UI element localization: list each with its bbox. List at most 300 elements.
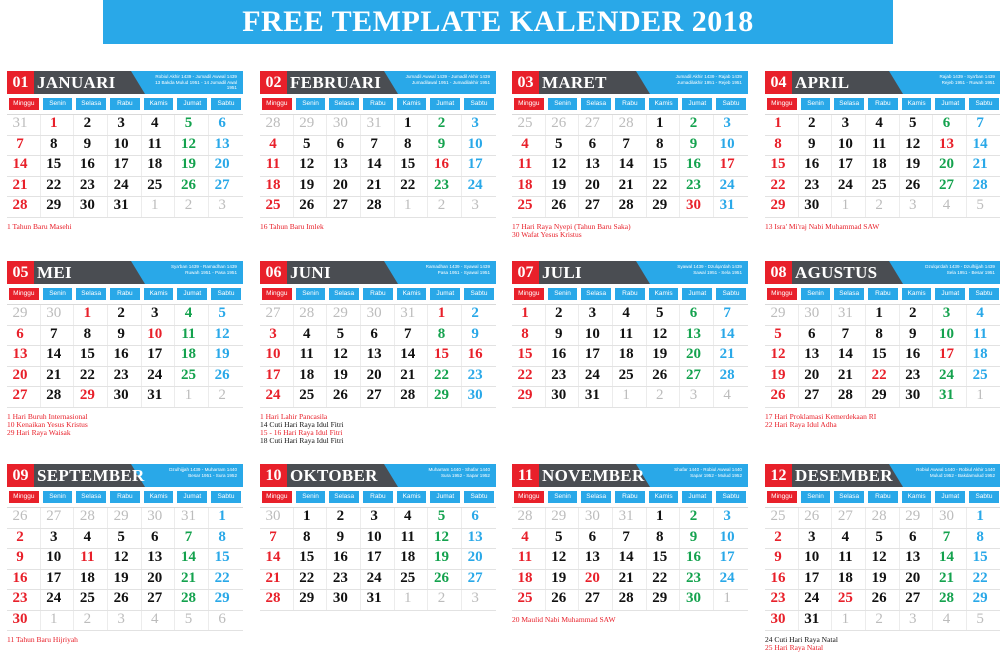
date-cell[interactable]: [142, 305, 176, 325]
date-cell[interactable]: [142, 115, 176, 135]
date-cell[interactable]: [933, 367, 967, 387]
date-cell[interactable]: [108, 346, 142, 366]
date-cell[interactable]: [74, 590, 108, 610]
date-cell[interactable]: [41, 590, 75, 610]
date-cell[interactable]: [866, 115, 900, 135]
date-cell[interactable]: [866, 197, 900, 217]
date-cell[interactable]: [428, 529, 462, 549]
date-cell[interactable]: [647, 387, 681, 407]
date-cell[interactable]: [933, 590, 967, 610]
date-cell[interactable]: [7, 611, 41, 631]
date-cell[interactable]: [209, 346, 243, 366]
date-cell[interactable]: [933, 549, 967, 569]
date-cell[interactable]: [294, 326, 328, 346]
date-cell[interactable]: [799, 590, 833, 610]
date-cell[interactable]: [765, 177, 799, 197]
date-cell[interactable]: [799, 549, 833, 569]
date-cell[interactable]: [866, 570, 900, 590]
date-cell[interactable]: [546, 326, 580, 346]
date-cell[interactable]: [647, 115, 681, 135]
date-cell[interactable]: [579, 177, 613, 197]
date-cell[interactable]: [765, 570, 799, 590]
date-cell[interactable]: [799, 136, 833, 156]
date-cell[interactable]: [579, 197, 613, 217]
date-cell[interactable]: [260, 570, 294, 590]
date-cell[interactable]: [866, 611, 900, 631]
date-cell[interactable]: [680, 326, 714, 346]
date-cell[interactable]: [799, 197, 833, 217]
date-cell[interactable]: [7, 529, 41, 549]
date-cell[interactable]: [7, 136, 41, 156]
date-cell[interactable]: [714, 115, 748, 135]
date-cell[interactable]: [512, 367, 546, 387]
date-cell[interactable]: [933, 570, 967, 590]
date-cell[interactable]: [933, 611, 967, 631]
date-cell[interactable]: [294, 367, 328, 387]
date-cell[interactable]: [7, 177, 41, 197]
date-cell[interactable]: [613, 590, 647, 610]
date-cell[interactable]: [294, 590, 328, 610]
date-cell[interactable]: [866, 326, 900, 346]
date-cell[interactable]: [900, 387, 934, 407]
date-cell[interactable]: [327, 590, 361, 610]
date-cell[interactable]: [967, 387, 1000, 407]
date-cell[interactable]: [933, 387, 967, 407]
date-cell[interactable]: [680, 346, 714, 366]
date-cell[interactable]: [260, 177, 294, 197]
date-cell[interactable]: [294, 529, 328, 549]
date-cell[interactable]: [74, 115, 108, 135]
date-cell[interactable]: [933, 136, 967, 156]
date-cell[interactable]: [209, 529, 243, 549]
date-cell[interactable]: [714, 136, 748, 156]
date-cell[interactable]: [512, 549, 546, 569]
date-cell[interactable]: [832, 367, 866, 387]
date-cell[interactable]: [512, 508, 546, 528]
date-cell[interactable]: [765, 115, 799, 135]
date-cell[interactable]: [866, 529, 900, 549]
date-cell[interactable]: [512, 305, 546, 325]
date-cell[interactable]: [7, 115, 41, 135]
date-cell[interactable]: [108, 305, 142, 325]
date-cell[interactable]: [933, 508, 967, 528]
date-cell[interactable]: [866, 346, 900, 366]
date-cell[interactable]: [613, 367, 647, 387]
date-cell[interactable]: [613, 549, 647, 569]
date-cell[interactable]: [327, 387, 361, 407]
date-cell[interactable]: [900, 590, 934, 610]
date-cell[interactable]: [294, 508, 328, 528]
date-cell[interactable]: [832, 136, 866, 156]
date-cell[interactable]: [680, 590, 714, 610]
date-cell[interactable]: [832, 549, 866, 569]
date-cell[interactable]: [900, 508, 934, 528]
date-cell[interactable]: [579, 387, 613, 407]
date-cell[interactable]: [832, 156, 866, 176]
date-cell[interactable]: [175, 529, 209, 549]
date-cell[interactable]: [579, 570, 613, 590]
date-cell[interactable]: [546, 305, 580, 325]
date-cell[interactable]: [209, 570, 243, 590]
date-cell[interactable]: [41, 611, 75, 631]
date-cell[interactable]: [967, 570, 1000, 590]
date-cell[interactable]: [900, 156, 934, 176]
date-cell[interactable]: [74, 570, 108, 590]
date-cell[interactable]: [260, 346, 294, 366]
date-cell[interactable]: [108, 156, 142, 176]
date-cell[interactable]: [260, 136, 294, 156]
date-cell[interactable]: [260, 387, 294, 407]
date-cell[interactable]: [579, 115, 613, 135]
date-cell[interactable]: [361, 508, 395, 528]
date-cell[interactable]: [361, 177, 395, 197]
date-cell[interactable]: [799, 529, 833, 549]
date-cell[interactable]: [260, 305, 294, 325]
date-cell[interactable]: [799, 346, 833, 366]
date-cell[interactable]: [579, 367, 613, 387]
date-cell[interactable]: [866, 305, 900, 325]
date-cell[interactable]: [967, 305, 1000, 325]
date-cell[interactable]: [327, 136, 361, 156]
date-cell[interactable]: [209, 197, 243, 217]
date-cell[interactable]: [361, 136, 395, 156]
date-cell[interactable]: [142, 508, 176, 528]
date-cell[interactable]: [361, 197, 395, 217]
date-cell[interactable]: [142, 549, 176, 569]
date-cell[interactable]: [7, 508, 41, 528]
date-cell[interactable]: [832, 326, 866, 346]
date-cell[interactable]: [512, 197, 546, 217]
date-cell[interactable]: [799, 367, 833, 387]
date-cell[interactable]: [361, 549, 395, 569]
date-cell[interactable]: [395, 156, 429, 176]
date-cell[interactable]: [462, 177, 496, 197]
date-cell[interactable]: [260, 529, 294, 549]
date-cell[interactable]: [7, 570, 41, 590]
date-cell[interactable]: [209, 305, 243, 325]
date-cell[interactable]: [142, 177, 176, 197]
date-cell[interactable]: [142, 346, 176, 366]
date-cell[interactable]: [260, 326, 294, 346]
date-cell[interactable]: [327, 367, 361, 387]
date-cell[interactable]: [108, 197, 142, 217]
date-cell[interactable]: [361, 305, 395, 325]
date-cell[interactable]: [967, 367, 1000, 387]
date-cell[interactable]: [680, 115, 714, 135]
date-cell[interactable]: [647, 326, 681, 346]
date-cell[interactable]: [41, 115, 75, 135]
date-cell[interactable]: [462, 326, 496, 346]
date-cell[interactable]: [175, 115, 209, 135]
date-cell[interactable]: [900, 346, 934, 366]
date-cell[interactable]: [714, 529, 748, 549]
date-cell[interactable]: [613, 387, 647, 407]
date-cell[interactable]: [462, 508, 496, 528]
date-cell[interactable]: [294, 197, 328, 217]
date-cell[interactable]: [327, 346, 361, 366]
date-cell[interactable]: [546, 570, 580, 590]
date-cell[interactable]: [967, 611, 1000, 631]
date-cell[interactable]: [512, 136, 546, 156]
date-cell[interactable]: [579, 136, 613, 156]
date-cell[interactable]: [933, 177, 967, 197]
date-cell[interactable]: [74, 156, 108, 176]
date-cell[interactable]: [647, 136, 681, 156]
date-cell[interactable]: [209, 115, 243, 135]
date-cell[interactable]: [647, 305, 681, 325]
date-cell[interactable]: [108, 590, 142, 610]
date-cell[interactable]: [462, 305, 496, 325]
date-cell[interactable]: [900, 115, 934, 135]
date-cell[interactable]: [680, 136, 714, 156]
date-cell[interactable]: [209, 367, 243, 387]
date-cell[interactable]: [175, 346, 209, 366]
date-cell[interactable]: [108, 367, 142, 387]
date-cell[interactable]: [462, 367, 496, 387]
date-cell[interactable]: [832, 570, 866, 590]
date-cell[interactable]: [714, 367, 748, 387]
date-cell[interactable]: [900, 367, 934, 387]
date-cell[interactable]: [294, 136, 328, 156]
date-cell[interactable]: [142, 590, 176, 610]
date-cell[interactable]: [933, 346, 967, 366]
date-cell[interactable]: [428, 549, 462, 569]
date-cell[interactable]: [647, 177, 681, 197]
date-cell[interactable]: [41, 305, 75, 325]
date-cell[interactable]: [647, 570, 681, 590]
date-cell[interactable]: [546, 136, 580, 156]
date-cell[interactable]: [799, 387, 833, 407]
date-cell[interactable]: [395, 136, 429, 156]
date-cell[interactable]: [327, 326, 361, 346]
date-cell[interactable]: [41, 549, 75, 569]
date-cell[interactable]: [462, 136, 496, 156]
date-cell[interactable]: [765, 611, 799, 631]
date-cell[interactable]: [613, 305, 647, 325]
date-cell[interactable]: [680, 570, 714, 590]
date-cell[interactable]: [680, 197, 714, 217]
date-cell[interactable]: [765, 156, 799, 176]
date-cell[interactable]: [395, 177, 429, 197]
date-cell[interactable]: [967, 590, 1000, 610]
date-cell[interactable]: [74, 508, 108, 528]
date-cell[interactable]: [579, 508, 613, 528]
date-cell[interactable]: [647, 367, 681, 387]
date-cell[interactable]: [546, 346, 580, 366]
date-cell[interactable]: [395, 115, 429, 135]
date-cell[interactable]: [832, 305, 866, 325]
date-cell[interactable]: [647, 549, 681, 569]
date-cell[interactable]: [74, 177, 108, 197]
date-cell[interactable]: [395, 197, 429, 217]
date-cell[interactable]: [799, 570, 833, 590]
date-cell[interactable]: [175, 197, 209, 217]
date-cell[interactable]: [765, 529, 799, 549]
date-cell[interactable]: [395, 387, 429, 407]
date-cell[interactable]: [714, 177, 748, 197]
date-cell[interactable]: [361, 156, 395, 176]
date-cell[interactable]: [175, 305, 209, 325]
date-cell[interactable]: [613, 326, 647, 346]
date-cell[interactable]: [361, 387, 395, 407]
date-cell[interactable]: [7, 367, 41, 387]
date-cell[interactable]: [209, 156, 243, 176]
date-cell[interactable]: [765, 326, 799, 346]
date-cell[interactable]: [209, 177, 243, 197]
date-cell[interactable]: [546, 177, 580, 197]
date-cell[interactable]: [546, 197, 580, 217]
date-cell[interactable]: [714, 549, 748, 569]
date-cell[interactable]: [41, 387, 75, 407]
date-cell[interactable]: [361, 570, 395, 590]
date-cell[interactable]: [462, 387, 496, 407]
date-cell[interactable]: [175, 508, 209, 528]
date-cell[interactable]: [74, 197, 108, 217]
date-cell[interactable]: [462, 346, 496, 366]
date-cell[interactable]: [428, 305, 462, 325]
date-cell[interactable]: [41, 346, 75, 366]
date-cell[interactable]: [395, 549, 429, 569]
date-cell[interactable]: [546, 549, 580, 569]
date-cell[interactable]: [832, 387, 866, 407]
date-cell[interactable]: [512, 156, 546, 176]
date-cell[interactable]: [142, 611, 176, 631]
date-cell[interactable]: [175, 367, 209, 387]
date-cell[interactable]: [866, 156, 900, 176]
date-cell[interactable]: [799, 177, 833, 197]
date-cell[interactable]: [680, 177, 714, 197]
date-cell[interactable]: [108, 387, 142, 407]
date-cell[interactable]: [714, 346, 748, 366]
date-cell[interactable]: [428, 136, 462, 156]
date-cell[interactable]: [765, 197, 799, 217]
date-cell[interactable]: [714, 387, 748, 407]
date-cell[interactable]: [294, 177, 328, 197]
date-cell[interactable]: [108, 115, 142, 135]
date-cell[interactable]: [108, 508, 142, 528]
date-cell[interactable]: [462, 549, 496, 569]
date-cell[interactable]: [108, 177, 142, 197]
date-cell[interactable]: [108, 136, 142, 156]
date-cell[interactable]: [647, 197, 681, 217]
date-cell[interactable]: [967, 326, 1000, 346]
date-cell[interactable]: [41, 367, 75, 387]
date-cell[interactable]: [900, 197, 934, 217]
date-cell[interactable]: [327, 115, 361, 135]
date-cell[interactable]: [209, 387, 243, 407]
date-cell[interactable]: [613, 570, 647, 590]
date-cell[interactable]: [260, 549, 294, 569]
date-cell[interactable]: [512, 590, 546, 610]
date-cell[interactable]: [647, 346, 681, 366]
date-cell[interactable]: [142, 156, 176, 176]
date-cell[interactable]: [428, 590, 462, 610]
date-cell[interactable]: [613, 136, 647, 156]
date-cell[interactable]: [613, 156, 647, 176]
date-cell[interactable]: [765, 590, 799, 610]
date-cell[interactable]: [142, 367, 176, 387]
date-cell[interactable]: [647, 508, 681, 528]
date-cell[interactable]: [74, 387, 108, 407]
date-cell[interactable]: [7, 346, 41, 366]
date-cell[interactable]: [967, 177, 1000, 197]
date-cell[interactable]: [933, 115, 967, 135]
date-cell[interactable]: [41, 570, 75, 590]
date-cell[interactable]: [579, 305, 613, 325]
date-cell[interactable]: [327, 305, 361, 325]
date-cell[interactable]: [613, 529, 647, 549]
date-cell[interactable]: [428, 346, 462, 366]
date-cell[interactable]: [41, 508, 75, 528]
date-cell[interactable]: [74, 529, 108, 549]
date-cell[interactable]: [395, 529, 429, 549]
date-cell[interactable]: [680, 529, 714, 549]
date-cell[interactable]: [832, 177, 866, 197]
date-cell[interactable]: [714, 570, 748, 590]
date-cell[interactable]: [512, 346, 546, 366]
date-cell[interactable]: [142, 136, 176, 156]
date-cell[interactable]: [7, 387, 41, 407]
date-cell[interactable]: [680, 387, 714, 407]
date-cell[interactable]: [866, 590, 900, 610]
date-cell[interactable]: [294, 346, 328, 366]
date-cell[interactable]: [546, 508, 580, 528]
date-cell[interactable]: [967, 136, 1000, 156]
date-cell[interactable]: [209, 611, 243, 631]
date-cell[interactable]: [765, 136, 799, 156]
date-cell[interactable]: [428, 570, 462, 590]
date-cell[interactable]: [428, 367, 462, 387]
date-cell[interactable]: [765, 305, 799, 325]
date-cell[interactable]: [395, 590, 429, 610]
date-cell[interactable]: [74, 326, 108, 346]
date-cell[interactable]: [866, 387, 900, 407]
date-cell[interactable]: [142, 570, 176, 590]
date-cell[interactable]: [74, 305, 108, 325]
date-cell[interactable]: [108, 529, 142, 549]
date-cell[interactable]: [428, 115, 462, 135]
date-cell[interactable]: [209, 590, 243, 610]
date-cell[interactable]: [613, 115, 647, 135]
date-cell[interactable]: [900, 549, 934, 569]
date-cell[interactable]: [680, 367, 714, 387]
date-cell[interactable]: [74, 549, 108, 569]
date-cell[interactable]: [647, 529, 681, 549]
date-cell[interactable]: [175, 549, 209, 569]
date-cell[interactable]: [832, 529, 866, 549]
date-cell[interactable]: [832, 115, 866, 135]
date-cell[interactable]: [41, 197, 75, 217]
date-cell[interactable]: [832, 346, 866, 366]
date-cell[interactable]: [680, 508, 714, 528]
date-cell[interactable]: [260, 156, 294, 176]
date-cell[interactable]: [714, 156, 748, 176]
date-cell[interactable]: [294, 387, 328, 407]
date-cell[interactable]: [546, 529, 580, 549]
date-cell[interactable]: [546, 387, 580, 407]
date-cell[interactable]: [327, 529, 361, 549]
date-cell[interactable]: [866, 177, 900, 197]
date-cell[interactable]: [294, 305, 328, 325]
date-cell[interactable]: [866, 136, 900, 156]
date-cell[interactable]: [462, 156, 496, 176]
date-cell[interactable]: [933, 326, 967, 346]
date-cell[interactable]: [175, 177, 209, 197]
date-cell[interactable]: [395, 508, 429, 528]
date-cell[interactable]: [967, 529, 1000, 549]
date-cell[interactable]: [933, 197, 967, 217]
date-cell[interactable]: [7, 305, 41, 325]
